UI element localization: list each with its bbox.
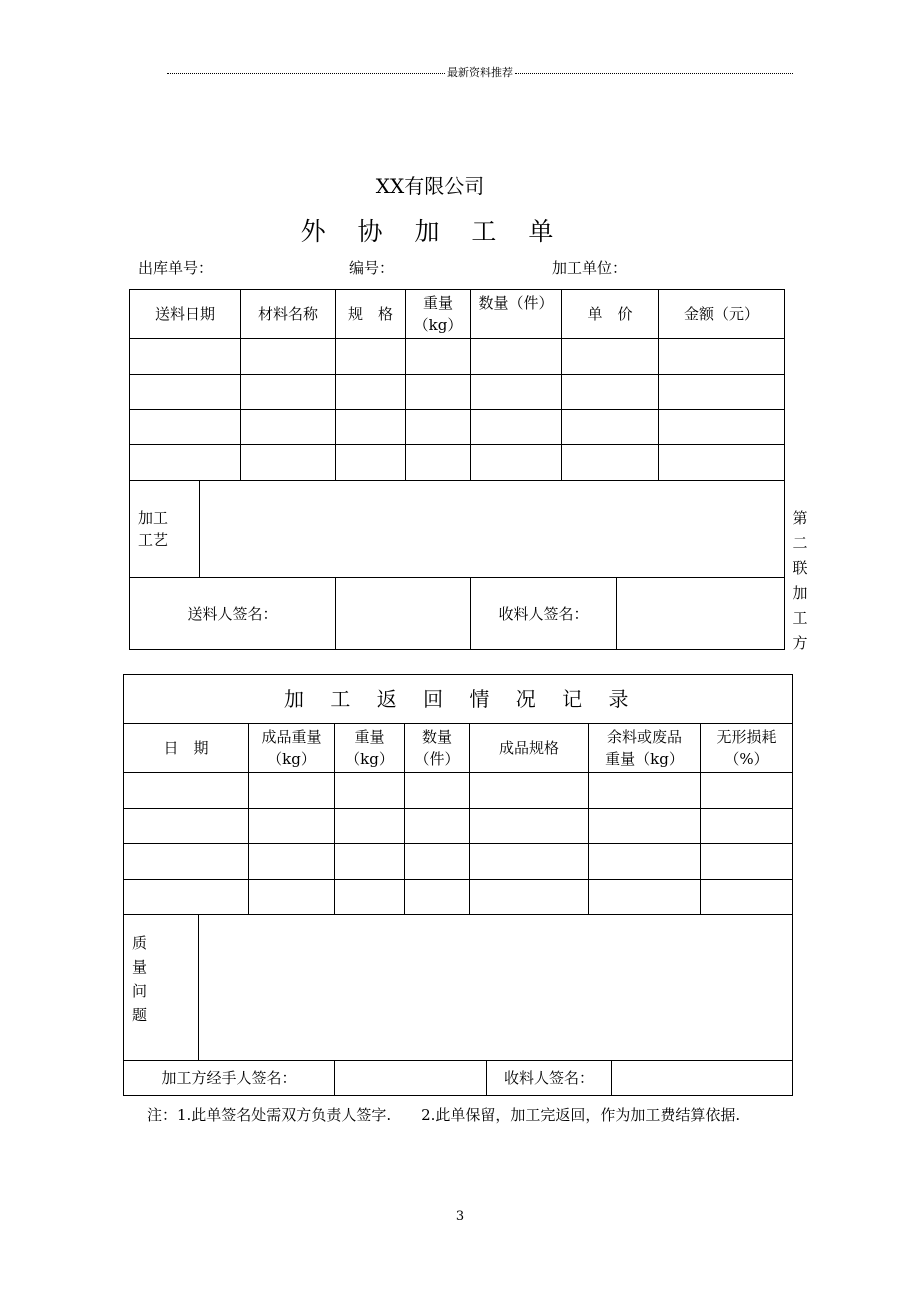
cell-input[interactable] (336, 445, 406, 481)
signature-row (124, 1061, 793, 1096)
col-header-weight: 重量 （kg） (406, 290, 471, 339)
handler-sign-label: 加工方经手人签名： (124, 1061, 335, 1096)
process-label: 加工 工艺 (130, 481, 200, 578)
col-header-weight: 重量 （kg） (335, 724, 405, 773)
cell-input[interactable] (659, 445, 785, 481)
cell-input[interactable] (241, 339, 336, 375)
cell-input[interactable] (335, 844, 405, 880)
cell-input[interactable] (659, 410, 785, 445)
cell-input[interactable] (589, 844, 701, 880)
page-header (165, 66, 757, 80)
col-header-invisible-loss: 无形损耗 （%） (701, 724, 793, 773)
cell-input[interactable] (471, 410, 562, 445)
cell-input[interactable] (659, 339, 785, 375)
process-row (130, 481, 785, 578)
cell-input[interactable] (562, 410, 659, 445)
outbound-no-label: 出库单号： (138, 259, 214, 277)
cell-input[interactable] (470, 880, 589, 915)
footnote: 注：1.此单签名处需双方负责人签字. 2.此单保留，加工完返回，作为加工费结算依据. (147, 1106, 741, 1124)
col-header-send-date: 送料日期 (130, 290, 241, 339)
form-title: 外 协 加 工 单 (300, 217, 566, 246)
processing-unit-label: 加工单位： (552, 259, 628, 277)
receiver-sign-label: 收料人签名： (487, 1061, 612, 1096)
sender-sign-label: 送料人签名： (130, 578, 336, 650)
cell-input[interactable] (336, 375, 406, 410)
cell-input[interactable] (701, 809, 793, 844)
col-header-product-spec: 成品规格 (470, 724, 589, 773)
cell-input[interactable] (701, 773, 793, 809)
cell-input[interactable] (335, 809, 405, 844)
table-row (124, 773, 793, 809)
col-header-date: 日 期 (124, 724, 249, 773)
table-row (130, 339, 785, 375)
process-input[interactable] (200, 481, 785, 578)
return-record-title: 加 工 返 回 情 况 记 录 (124, 675, 793, 724)
sender-sign-input[interactable] (336, 578, 471, 650)
cell-input[interactable] (405, 880, 470, 915)
cell-input[interactable] (249, 880, 335, 915)
cell-input[interactable] (249, 844, 335, 880)
return-record-table (123, 674, 793, 1096)
table2-header-row (124, 724, 793, 773)
receiver-sign-input[interactable] (612, 1061, 793, 1096)
cell-input[interactable] (471, 375, 562, 410)
cell-input[interactable] (405, 844, 470, 880)
table-row (124, 880, 793, 915)
table-row (130, 375, 785, 410)
cell-input[interactable] (130, 375, 241, 410)
receiver-sign-input[interactable] (617, 578, 785, 650)
col-header-spec: 规 格 (336, 290, 406, 339)
table-row (124, 809, 793, 844)
cell-input[interactable] (562, 445, 659, 481)
col-header-scrap-weight: 余料或废品 重量（kg） (589, 724, 701, 773)
receiver-sign-label: 收料人签名： (471, 578, 617, 650)
cell-input[interactable] (471, 339, 562, 375)
quality-label: 质 量 问 题 (124, 915, 199, 1061)
cell-input[interactable] (241, 445, 336, 481)
cell-input[interactable] (405, 809, 470, 844)
col-header-unit-price: 单 价 (562, 290, 659, 339)
cell-input[interactable] (562, 375, 659, 410)
company-name: XX有限公司 (375, 174, 485, 198)
table2-title-row (124, 675, 793, 724)
page-number: 3 (455, 1209, 465, 1224)
quality-input[interactable] (199, 915, 793, 1061)
cell-input[interactable] (130, 445, 241, 481)
cell-input[interactable] (589, 773, 701, 809)
serial-no-label: 编号： (349, 259, 395, 277)
table-row (124, 844, 793, 880)
col-header-product-weight: 成品重量 （kg） (249, 724, 335, 773)
cell-input[interactable] (406, 410, 471, 445)
cell-input[interactable] (241, 410, 336, 445)
col-header-quantity: 数量（件） (471, 290, 562, 339)
cell-input[interactable] (336, 410, 406, 445)
cell-input[interactable] (124, 809, 249, 844)
header-text: 最新资料推荐 (447, 66, 513, 79)
cell-input[interactable] (701, 880, 793, 915)
cell-input[interactable] (130, 410, 241, 445)
cell-input[interactable] (562, 339, 659, 375)
cell-input[interactable] (470, 844, 589, 880)
table-row (130, 445, 785, 481)
handler-sign-input[interactable] (335, 1061, 487, 1096)
quality-row (124, 915, 793, 1061)
col-header-material-name: 材料名称 (241, 290, 336, 339)
col-header-amount: 金额（元） (659, 290, 785, 339)
cell-input[interactable] (406, 445, 471, 481)
cell-input[interactable] (336, 339, 406, 375)
cell-input[interactable] (405, 773, 470, 809)
table-row (130, 410, 785, 445)
cell-input[interactable] (406, 339, 471, 375)
cell-input[interactable] (589, 809, 701, 844)
cell-input[interactable] (249, 809, 335, 844)
cell-input[interactable] (589, 880, 701, 915)
processing-order-table (129, 289, 785, 650)
header-dots-right (515, 73, 793, 74)
cell-input[interactable] (406, 375, 471, 410)
cell-input[interactable] (124, 880, 249, 915)
signature-row (130, 578, 785, 650)
cell-input[interactable] (249, 773, 335, 809)
cell-input[interactable] (124, 844, 249, 880)
cell-input[interactable] (470, 773, 589, 809)
cell-input[interactable] (241, 375, 336, 410)
cell-input[interactable] (130, 339, 241, 375)
cell-input[interactable] (659, 375, 785, 410)
col-header-quantity: 数量 （件） (405, 724, 470, 773)
cell-input[interactable] (470, 809, 589, 844)
table1-header-row (130, 290, 785, 339)
cell-input[interactable] (701, 844, 793, 880)
cell-input[interactable] (471, 445, 562, 481)
cell-input[interactable] (335, 880, 405, 915)
cell-input[interactable] (124, 773, 249, 809)
cell-input[interactable] (335, 773, 405, 809)
copy-label: 第 二 联 加 工 方 (792, 509, 808, 652)
header-dots-left (167, 73, 445, 74)
